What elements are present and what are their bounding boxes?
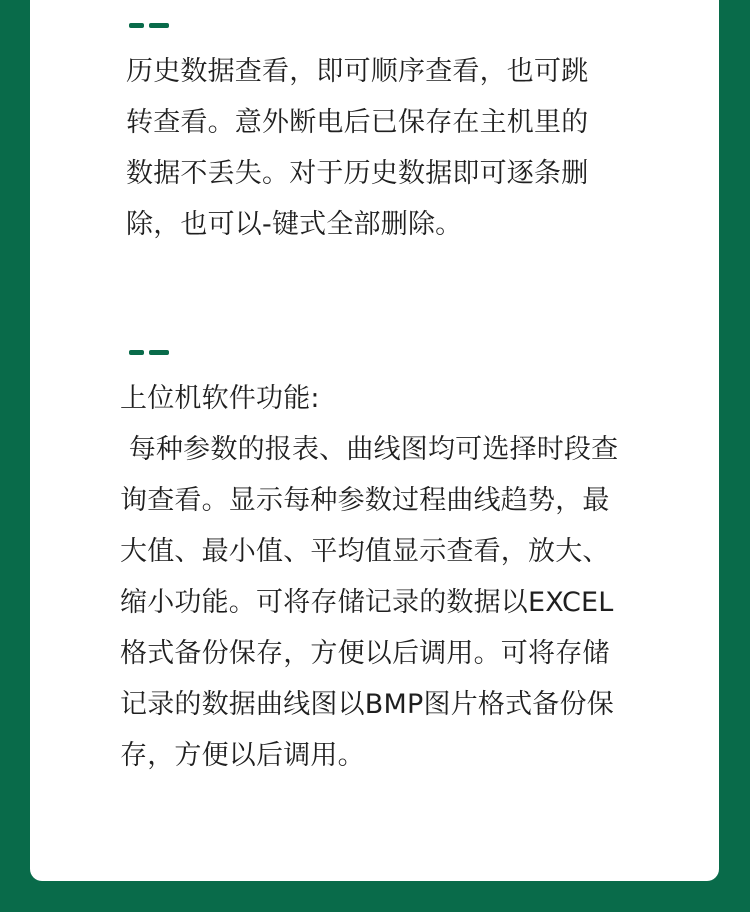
divider-dash [149,23,169,28]
paragraph-line: 格式备份保存，方便以后调用。可将存储 [120,638,610,669]
divider-dash [149,350,169,355]
software-features-section [120,373,618,781]
section-divider-icon [129,23,169,28]
paragraph-line: 记录的数据曲线图以BMP图片格式备份保 [120,689,614,720]
paragraph-line: 存，方便以后调用。 [120,740,365,771]
paragraph-line: 询查看。显示每种参数过程曲线趋势，最 [120,485,610,516]
paragraph-line: 数据不丢失。对于历史数据即可逐条删 [126,158,589,189]
paragraph-line: 除，也可以-键式全部删除。 [126,209,463,240]
paragraph-line: 历史数据查看，即可顺序查看，也可跳 [126,56,589,87]
section-heading: 上位机软件功能: [120,383,320,414]
divider-dash [129,350,144,355]
paragraph-line: 转查看。意外断电后已保存在主机里的 [126,107,589,138]
paragraph-line: 大值、最小值、平均值显示查看，放大、 [120,536,610,567]
section-divider-icon [129,350,169,355]
paragraph-line: 缩小功能。可将存储记录的数据以EXCEL [120,587,614,618]
divider-dash [129,23,144,28]
paragraph-line: 每种参数的报表、曲线图均可选择时段查 [120,434,619,465]
history-data-paragraph [126,46,588,250]
